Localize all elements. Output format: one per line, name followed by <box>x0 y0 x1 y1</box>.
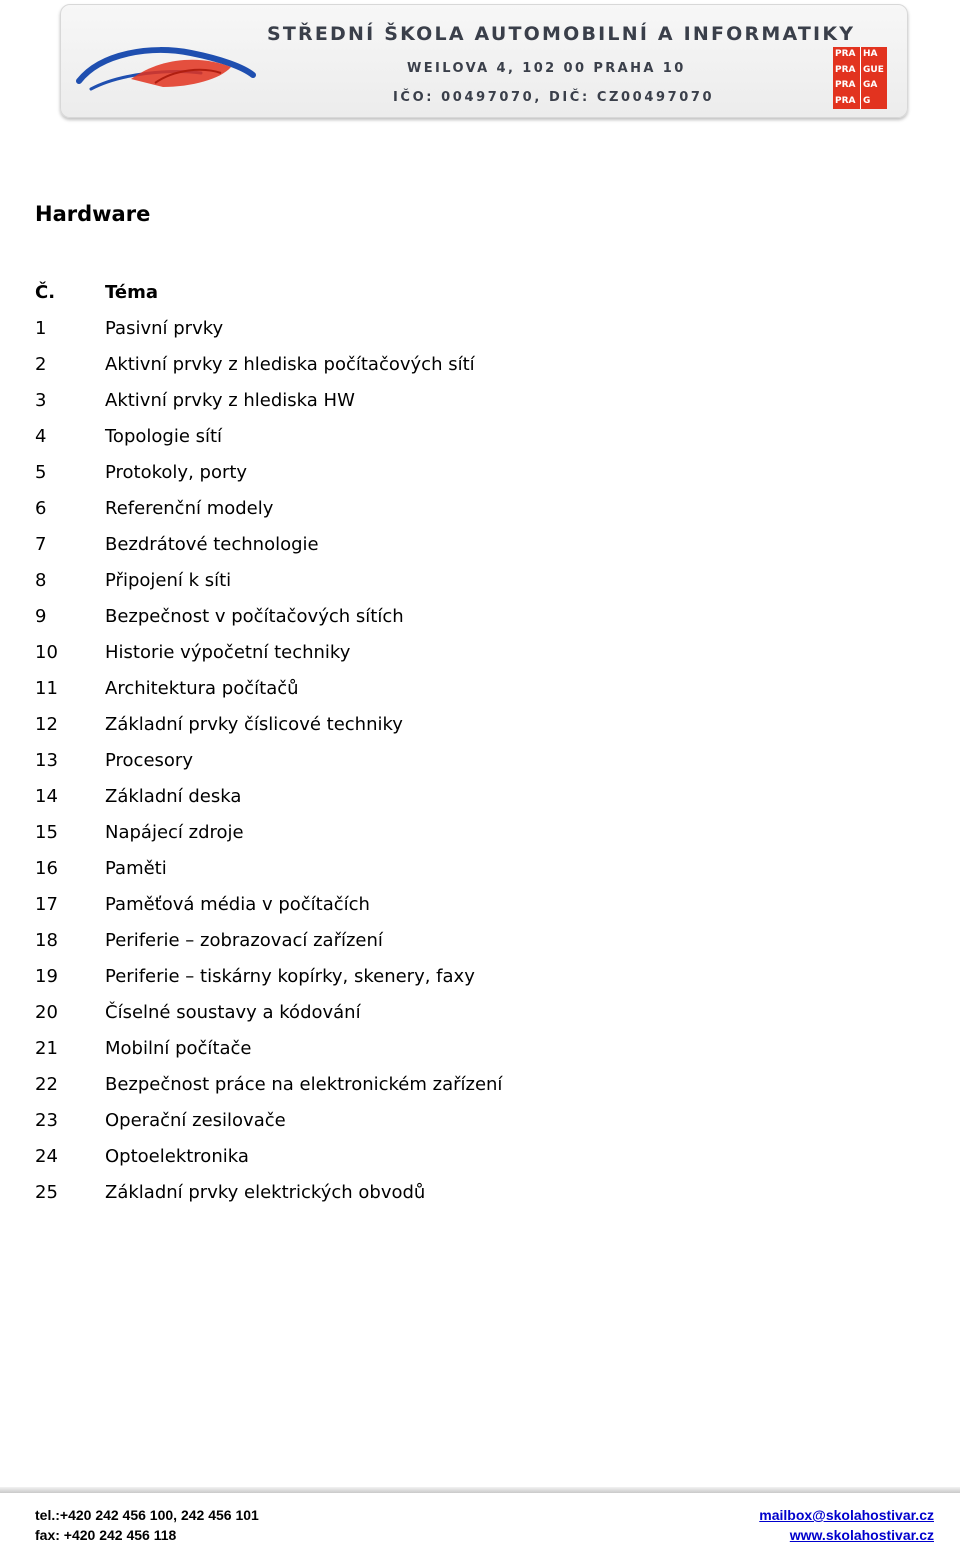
table-row <box>35 1103 502 1139</box>
table-row <box>35 1139 502 1175</box>
table-row <box>35 599 502 635</box>
topic-name: Bezdrátové technologie <box>105 534 319 555</box>
table-header-row <box>35 275 502 311</box>
topic-name: Mobilní počítače <box>105 1038 252 1059</box>
table-row <box>35 815 502 851</box>
topic-number: 5 <box>35 462 47 483</box>
topic-number: 23 <box>35 1110 58 1131</box>
topic-name: Připojení k síti <box>105 570 232 591</box>
table-row <box>35 1067 502 1103</box>
school-name: STŘEDNÍ ŠKOLA AUTOMOBILNÍ A INFORMATIKY <box>267 23 856 45</box>
topic-number: 9 <box>35 606 47 627</box>
school-ids: IČO: 00497070, DIČ: CZ00497070 <box>393 90 715 105</box>
topic-number: 7 <box>35 534 47 555</box>
topic-name: Aktivní prvky z hlediska HW <box>105 390 355 411</box>
topic-number: 8 <box>35 570 47 591</box>
table-row <box>35 311 502 347</box>
table-row <box>35 455 502 491</box>
praha-logo-cell: G <box>860 94 887 110</box>
topic-name: Operační zesilovače <box>105 1110 286 1131</box>
topic-number: 4 <box>35 426 47 447</box>
table-row <box>35 491 502 527</box>
table-row <box>35 887 502 923</box>
website-link[interactable]: www.skolahostivar.cz <box>789 1527 934 1543</box>
topic-name: Napájecí zdroje <box>105 822 244 843</box>
topic-list <box>35 311 502 1211</box>
footer-divider <box>0 1487 960 1493</box>
footer-phone: tel.:+420 242 456 100, 242 456 101 <box>35 1507 259 1523</box>
table-row <box>35 1031 502 1067</box>
praha-logo-cell: HA <box>860 47 887 63</box>
table-row <box>35 743 502 779</box>
praha-logo <box>833 47 887 109</box>
topic-number: 21 <box>35 1038 58 1059</box>
topic-number: 6 <box>35 498 47 519</box>
topic-number: 22 <box>35 1074 58 1095</box>
praha-logo-cell: PRA <box>835 80 856 91</box>
topic-number: 24 <box>35 1146 58 1167</box>
topic-number: 1 <box>35 318 47 339</box>
topic-number: 10 <box>35 642 58 663</box>
topic-name: Základní prvky elektrických obvodů <box>105 1182 426 1203</box>
footer-fax: fax: +420 242 456 118 <box>35 1527 177 1543</box>
topic-name: Paměti <box>105 858 167 879</box>
school-address: WEILOVA 4, 102 00 PRAHA 10 <box>407 61 686 76</box>
table-row <box>35 851 502 887</box>
topic-name: Aktivní prvky z hlediska počítačových sítí <box>105 354 475 375</box>
letterhead <box>60 4 908 118</box>
topic-number: 15 <box>35 822 58 843</box>
footer-contacts <box>35 1505 259 1545</box>
document-title: Hardware <box>35 202 151 226</box>
topic-number: 18 <box>35 930 58 951</box>
column-header-number: Č. <box>35 282 56 303</box>
table-row <box>35 959 502 995</box>
topic-name: Periferie – zobrazovací zařízení <box>105 930 383 951</box>
car-logo-icon <box>71 27 261 107</box>
praha-logo-cell: PRA <box>835 64 856 75</box>
table-row <box>35 779 502 815</box>
footer-links <box>759 1505 934 1545</box>
topic-number: 12 <box>35 714 58 735</box>
table-row <box>35 635 502 671</box>
topic-name: Architektura počítačů <box>105 678 299 699</box>
topic-number: 13 <box>35 750 58 771</box>
topic-name: Protokoly, porty <box>105 462 248 483</box>
praha-logo-cell: GUE <box>860 63 887 79</box>
table-row <box>35 1175 502 1211</box>
table-row <box>35 347 502 383</box>
topic-name: Základní deska <box>105 786 242 807</box>
column-header-topic: Téma <box>105 282 158 303</box>
table-row <box>35 527 502 563</box>
topic-number: 2 <box>35 354 47 375</box>
table-row <box>35 563 502 599</box>
topic-number: 17 <box>35 894 58 915</box>
topic-name: Pasivní prvky <box>105 318 224 339</box>
topic-name: Bezpečnost v počítačových sítích <box>105 606 404 627</box>
praha-logo-cell: PRA <box>835 95 856 106</box>
topic-name: Bezpečnost práce na elektronickém zařízení <box>105 1074 503 1095</box>
topic-name: Periferie – tiskárny kopírky, skenery, faxy <box>105 966 475 987</box>
topic-name: Topologie sítí <box>105 426 223 447</box>
topic-name: Číselné soustavy a kódování <box>105 1002 361 1023</box>
topic-number: 25 <box>35 1182 58 1203</box>
table-row <box>35 419 502 455</box>
table-row <box>35 671 502 707</box>
topic-number: 14 <box>35 786 58 807</box>
topic-number: 11 <box>35 678 58 699</box>
topic-name: Optoelektronika <box>105 1146 249 1167</box>
topic-number: 16 <box>35 858 58 879</box>
table-row <box>35 707 502 743</box>
topic-name: Procesory <box>105 750 193 771</box>
table-row <box>35 923 502 959</box>
email-link[interactable]: mailbox@skolahostivar.cz <box>759 1507 934 1523</box>
table-row <box>35 995 502 1031</box>
topic-table <box>35 275 502 1211</box>
table-row <box>35 383 502 419</box>
topic-number: 19 <box>35 966 58 987</box>
topic-name: Historie výpočetní techniky <box>105 642 351 663</box>
topic-number: 3 <box>35 390 47 411</box>
topic-number: 20 <box>35 1002 58 1023</box>
topic-name: Základní prvky číslicové techniky <box>105 714 403 735</box>
topic-name: Paměťová média v počítačích <box>105 894 370 915</box>
praha-logo-cell: PRA <box>835 49 856 60</box>
topic-name: Referenční modely <box>105 498 274 519</box>
praha-logo-cell: GA <box>860 78 887 94</box>
